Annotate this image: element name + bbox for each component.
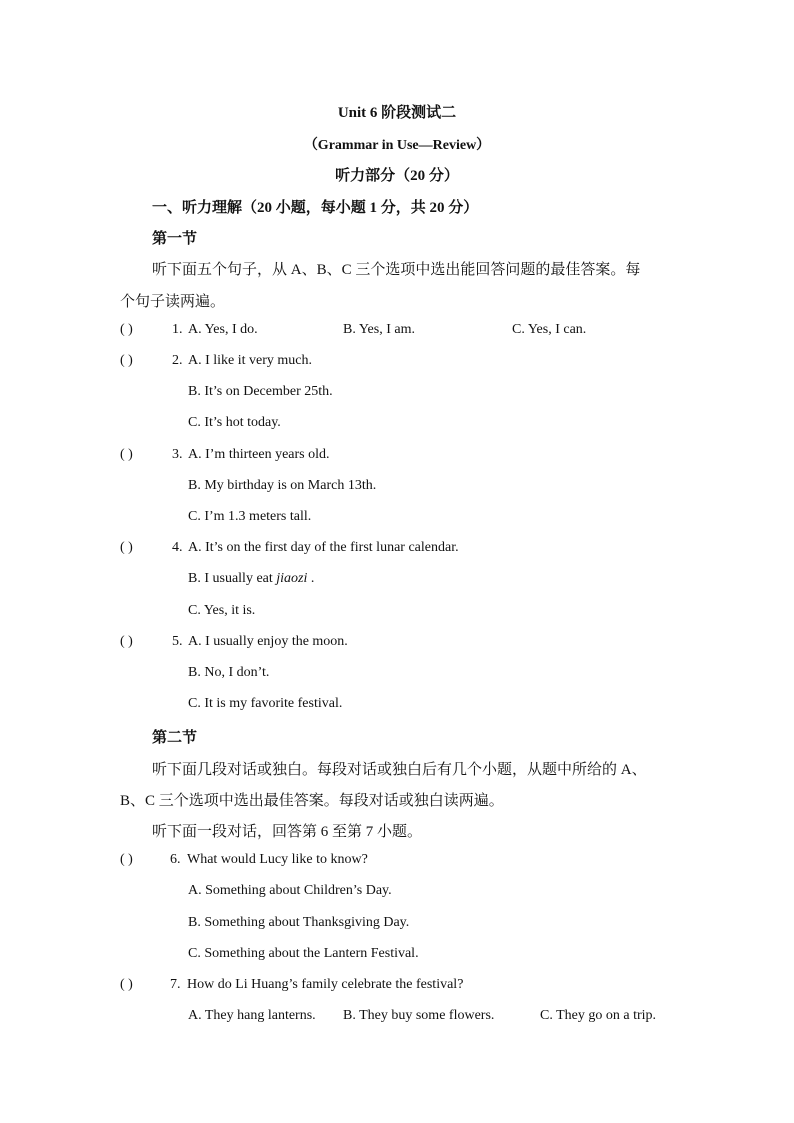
question-2-option-c: C. It’s hot today. (188, 415, 281, 430)
answer-bracket[interactable]: ( ) (120, 540, 133, 555)
section-heading: 一、听力理解（20 小题，每小题 1 分，共 20 分） (152, 200, 479, 216)
question-7-option-c: C. They go on a trip. (540, 1008, 657, 1023)
question-3-option-b: B. My birthday is on March 13th. (188, 478, 377, 493)
pinyin-word: jiaozi (276, 571, 308, 586)
question-6-number: 6. (170, 852, 181, 867)
question-4-number: 4. (172, 540, 183, 555)
question-6-option-a: A. Something about Children’s Day. (188, 883, 392, 898)
question-5-option-b: B. No, I don’t. (188, 665, 270, 680)
instruction-2-line-1: 听下面几段对话或独白。每段对话或独白后有几个小题，从题中所给的 A、 (152, 762, 647, 778)
answer-bracket[interactable]: ( ) (120, 353, 133, 368)
instruction-3: 听下面一段对话，回答第 6 至第 7 小题。 (152, 824, 423, 840)
question-4-option-c: C. Yes, it is. (188, 603, 256, 618)
instruction-1-line-2: 个句子读两遍。 (120, 294, 226, 310)
question-3-number: 3. (172, 447, 183, 462)
question-3-option-a: A. I’m thirteen years old. (188, 447, 330, 462)
answer-bracket[interactable]: ( ) (120, 322, 133, 337)
instruction-1-line-1: 听下面五个句子，从 A、B、C 三个选项中选出能回答问题的最佳答案。每 (152, 262, 641, 278)
page-title: Unit 6 阶段测试二 (337, 105, 457, 121)
part-heading: 听力部分（20 分） (335, 168, 459, 184)
instruction-2-line-2: B、C 三个选项中选出最佳答案。每段对话或独白读两遍。 (120, 793, 504, 809)
answer-bracket[interactable]: ( ) (120, 852, 133, 867)
question-1-number: 1. (172, 322, 183, 337)
question-7-option-b: B. They buy some flowers. (343, 1008, 495, 1023)
question-7-option-a: A. They hang lanterns. (188, 1008, 316, 1023)
question-2-number: 2. (172, 353, 183, 368)
question-4-option-a: A. It’s on the first day of the first lunar calendar. (188, 540, 459, 555)
answer-bracket[interactable]: ( ) (120, 447, 133, 462)
answer-bracket[interactable]: ( ) (120, 634, 133, 649)
question-2-option-a: A. I like it very much. (188, 353, 313, 368)
question-7-number: 7. (170, 977, 181, 992)
question-3-option-c: C. I’m 1.3 meters tall. (188, 509, 312, 524)
option-b-period: . (307, 571, 315, 586)
question-5-number: 5. (172, 634, 183, 649)
question-2-option-b: B. It’s on December 25th. (188, 384, 333, 399)
question-1-option-a: A. Yes, I do. (188, 322, 258, 337)
question-6-stem: What would Lucy like to know? (187, 852, 368, 867)
subsection-1-heading: 第一节 (152, 231, 198, 247)
page-subtitle: （Grammar in Use—Review） (303, 138, 491, 153)
question-6-option-b: B. Something about Thanksgiving Day. (188, 915, 410, 930)
question-5-option-c: C. It is my favorite festival. (188, 696, 343, 711)
option-b-text: B. I usually eat (188, 571, 277, 586)
subsection-2-heading: 第二节 (152, 730, 198, 746)
question-5-option-a: A. I usually enjoy the moon. (188, 634, 348, 649)
question-7-stem: How do Li Huang’s family celebrate the festival? (187, 977, 464, 992)
question-4-option-b (188, 571, 314, 587)
answer-bracket[interactable]: ( ) (120, 977, 133, 992)
question-6-option-c: C. Something about the Lantern Festival. (188, 946, 419, 961)
question-1-option-c: C. Yes, I can. (512, 322, 587, 337)
question-1-option-b: B. Yes, I am. (343, 322, 415, 337)
